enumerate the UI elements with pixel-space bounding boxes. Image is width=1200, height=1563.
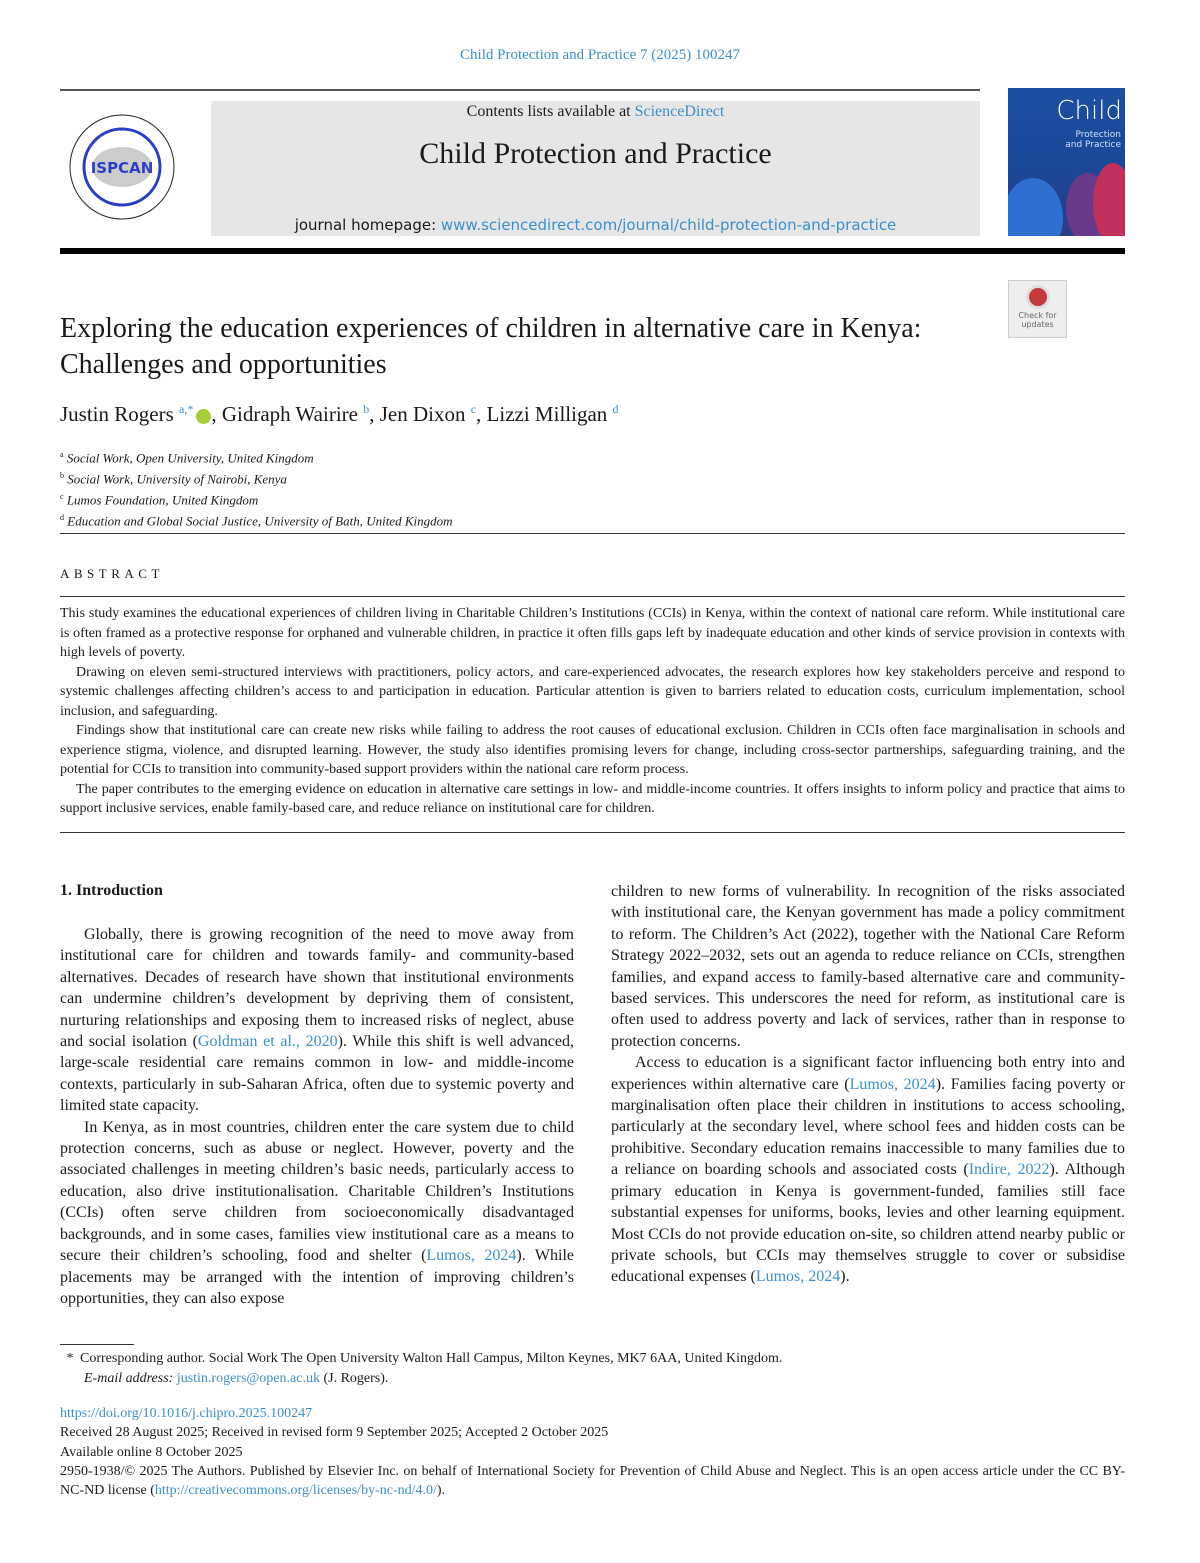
reference-link[interactable]: Lumos, 2024: [426, 1247, 517, 1265]
license-suffix: ).: [436, 1483, 446, 1499]
footnote-divider: [60, 1344, 134, 1345]
abstract-paragraph: Findings show that institutional care can create new risks while failing to address the root causes of educational exclusion. Children in CCIs often face marginalisation in schools and experience stigma, violence, and disrupted learning. However, the study also identifies promising levers for change, including cross-sector partnerships, safeguarding training, and the potential for CCIs to transition into community-based support providers within the national care reform process.: [60, 723, 1125, 777]
affiliation: [60, 446, 453, 467]
affiliation: [60, 488, 453, 509]
paragraph: [60, 1117, 574, 1310]
orcid-icon[interactable]: [196, 409, 211, 424]
affiliation-text: Social Work, University of Nairobi, Kenya: [67, 471, 287, 487]
author-sup[interactable]: b: [363, 402, 370, 416]
sciencedirect-link[interactable]: ScienceDirect: [634, 103, 725, 120]
license-text: [60, 1462, 1125, 1501]
check-updates-label: Check for updates: [1018, 311, 1057, 329]
reference-link[interactable]: Lumos, 2024: [755, 1268, 841, 1286]
homepage-label: journal homepage:: [294, 216, 441, 234]
contents-line: [211, 103, 980, 121]
left-column: [60, 924, 574, 1309]
license-link[interactable]: http://creativecommons.org/licenses/by-nc-nd/4.0/: [154, 1483, 437, 1499]
right-column: [611, 881, 1125, 1288]
license-prefix: 2950-1938/© 2025 The Authors. Published by Elsevier Inc. on behalf of International Society for Prevention of Child Abuse and Neglect. This is an open access article under the CC BY-NC-ND license (: [60, 1463, 1125, 1499]
author-name[interactable]: Gidraph Wairire: [221, 402, 358, 426]
received-dates: Received 28 August 2025; Received in revised form 9 September 2025; Accepted 2 October 2025: [60, 1425, 609, 1441]
paragraph-text: Globally, there is growing recognition of the need to move away from institutional care for children and towards family- and community-based alternatives. Decades of research have shown that institutional environments can undermine children’s development by depriving them of consistent, nurturing relationships and exposing them to increased risks of neglect, abuse and social isolation (: [60, 926, 574, 1051]
article-meta: [60, 1404, 1125, 1500]
author-name[interactable]: Justin Rogers: [60, 402, 174, 426]
contents-label: Contents lists available at: [466, 103, 635, 120]
abstract-paragraph: This study examines the educational experiences of children living in Charitable Children’s Institutions (CCIs) in Kenya, within the context of national care reform. While institutional care is often framed as a protective response for orphaned and vulnerable children, in practice it often fills gaps left by inadequate education and other kinds of service provision in contexts with high levels of poverty.: [60, 606, 1125, 660]
bookmark-icon: [1026, 285, 1050, 309]
affiliation: [60, 509, 453, 530]
ispcan-logo: [60, 112, 184, 222]
divider: [60, 89, 980, 91]
affiliation-marker: a: [60, 450, 64, 459]
check-for-updates-button[interactable]: [1008, 280, 1067, 338]
cover-title: Child: [1056, 96, 1122, 126]
reference-link[interactable]: Lumos, 2024: [849, 1075, 936, 1093]
paragraph-text: ).: [840, 1268, 850, 1286]
divider: [60, 596, 1125, 597]
email-label: E-mail address:: [84, 1371, 174, 1386]
paragraph-text: ). Families facing poverty or marginalisation often place their children in institutions to access schooling, particularly at the secondary level, where school fees and hidden costs can be prohibitive. Secondary education remains inaccessible to many families due to a reliance on boarding schools and associated costs (: [611, 1075, 1125, 1179]
abstract-paragraph: The paper contributes to the emerging evidence on education in alternative care settings in low- and middle-income countries. It offers insights to inform policy and practice that aims to support inclusive services, enable family-based care, and reduce reliance on institutional care for children.: [60, 781, 1125, 816]
affiliation-text: Social Work, Open University, United Kingdom: [66, 450, 314, 466]
cover-subtitle: Protection and Practice: [1065, 130, 1121, 150]
affiliation-marker: b: [60, 471, 64, 481]
footnote: [60, 1349, 782, 1389]
author-name[interactable]: Lizzi Milligan: [486, 402, 608, 426]
homepage-line: [211, 216, 980, 234]
affiliation-marker: d: [60, 513, 64, 523]
footnote-marker: *: [66, 1351, 74, 1366]
journal-cover: [1008, 88, 1125, 236]
affiliations: [60, 446, 453, 530]
divider: [60, 832, 1125, 833]
email-link[interactable]: justin.rogers@open.ac.uk: [176, 1371, 320, 1386]
paragraph-text: In Kenya, as in most countries, children enter the care system due to child protection concerns, such as abuse or neglect. However, poverty and the associated challenges in meeting children’s basic needs, particularly access to education, also drive institutionalisation. Charitable Children’s Institutions (CCIs) often serve children from socioeconomically disadvantaged backgrounds, and in some cases, families view institutional care as a means to secure their children’s schooling, food and shelter (: [60, 1118, 574, 1265]
footnote-text: Corresponding author. Social Work The Open University Walton Hall Campus, Milton Keynes, MK7 6AA, United Kingdom.: [80, 1351, 783, 1366]
author-name[interactable]: Jen Dixon: [379, 402, 466, 426]
homepage-link[interactable]: www.sciencedirect.com/journal/child-protection-and-practice: [440, 216, 897, 234]
reference-link[interactable]: Indire, 2022: [968, 1161, 1050, 1179]
paragraph-text: Access to education is a significant factor influencing both entry into and experiences within alternative care (: [611, 1054, 1125, 1093]
author-sup[interactable]: c: [470, 402, 477, 416]
affiliation-text: Education and Global Social Justice, University of Bath, United Kingdom: [67, 513, 453, 529]
section-heading-introduction: 1. Introduction: [60, 882, 163, 899]
affiliation: [60, 467, 453, 488]
author-sup[interactable]: a,*: [179, 402, 194, 416]
paragraph: [60, 924, 574, 1117]
header-divider: [60, 248, 1125, 254]
paragraph-text: ). While placements may be arranged with the intention of improving children’s opportunities, they can also expose: [60, 1247, 574, 1307]
article-title: Exploring the education experiences of children in alternative care in Kenya: Challenges and opportunities: [60, 313, 922, 380]
reference-link[interactable]: Goldman et al., 2020: [197, 1033, 338, 1051]
journal-citation[interactable]: Child Protection and Practice 7 (2025) 100247: [460, 47, 740, 63]
journal-banner: [211, 101, 980, 236]
available-online: Available online 8 October 2025: [60, 1444, 243, 1460]
paragraph: children to new forms of vulnerability. In recognition of the risks associated with institutional care, the Kenyan government has made a policy commitment to reform. The Children’s Act (2022), together with the National Care Reform Strategy 2022–2032, sets out an agenda to reduce reliance on CCIs, strengthen families, and expand access to family-based alternative care and community-based services. This underscores the need for reform, as institutional care is often used to address poverty and lack of services, rather than in response to protection concerns.: [611, 883, 1125, 1050]
affiliation-text: Lumos Foundation, United Kingdom: [66, 492, 259, 508]
affiliation-marker: c: [60, 492, 64, 502]
paragraph: [611, 1052, 1125, 1287]
abstract-body: [60, 604, 1125, 819]
doi-link[interactable]: https://doi.org/10.1016/j.chipro.2025.100247: [60, 1406, 313, 1421]
author-sup[interactable]: d: [612, 402, 619, 416]
svg-text:ISPCAN: ISPCAN: [90, 159, 154, 177]
paragraph-text: ). Although primary education in Kenya is government-funded, families still face substantial expenses for uniforms, books, levies and other learning equipment. Most CCIs do not provide education on-site, so children attend nearby public or private schools, but CCIs may themselves struggle to cover or subsidise educational expenses (: [611, 1161, 1126, 1286]
author-list: Justin Rogers $^{a,*}$ , Gidraph Wairire $^b$, Jen Dixon $^c$, Lizzi Milligan $^d$: [60, 402, 619, 426]
abstract-paragraph: Drawing on eleven semi-structured interviews with practitioners, policy actors, and care-experienced advocates, the research explores how key stakeholders perceive and respond to systemic challenges affecting children’s access to and participation in education. Particular attention is given to barriers related to education costs, curriculum implementation, school inclusion, and safeguarding.: [60, 664, 1125, 719]
abstract-heading: ABSTRACT: [60, 566, 164, 581]
email-suffix: (J. Rogers).: [319, 1371, 389, 1386]
paragraph-text: ). While this shift is well advanced, large-scale residential care remains common in low- and middle-income contexts, particularly in sub-Saharan Africa, often due to systemic poverty and limited state capacity.: [60, 1033, 575, 1115]
journal-title: Child Protection and Practice: [419, 137, 772, 170]
divider: [60, 533, 1125, 534]
